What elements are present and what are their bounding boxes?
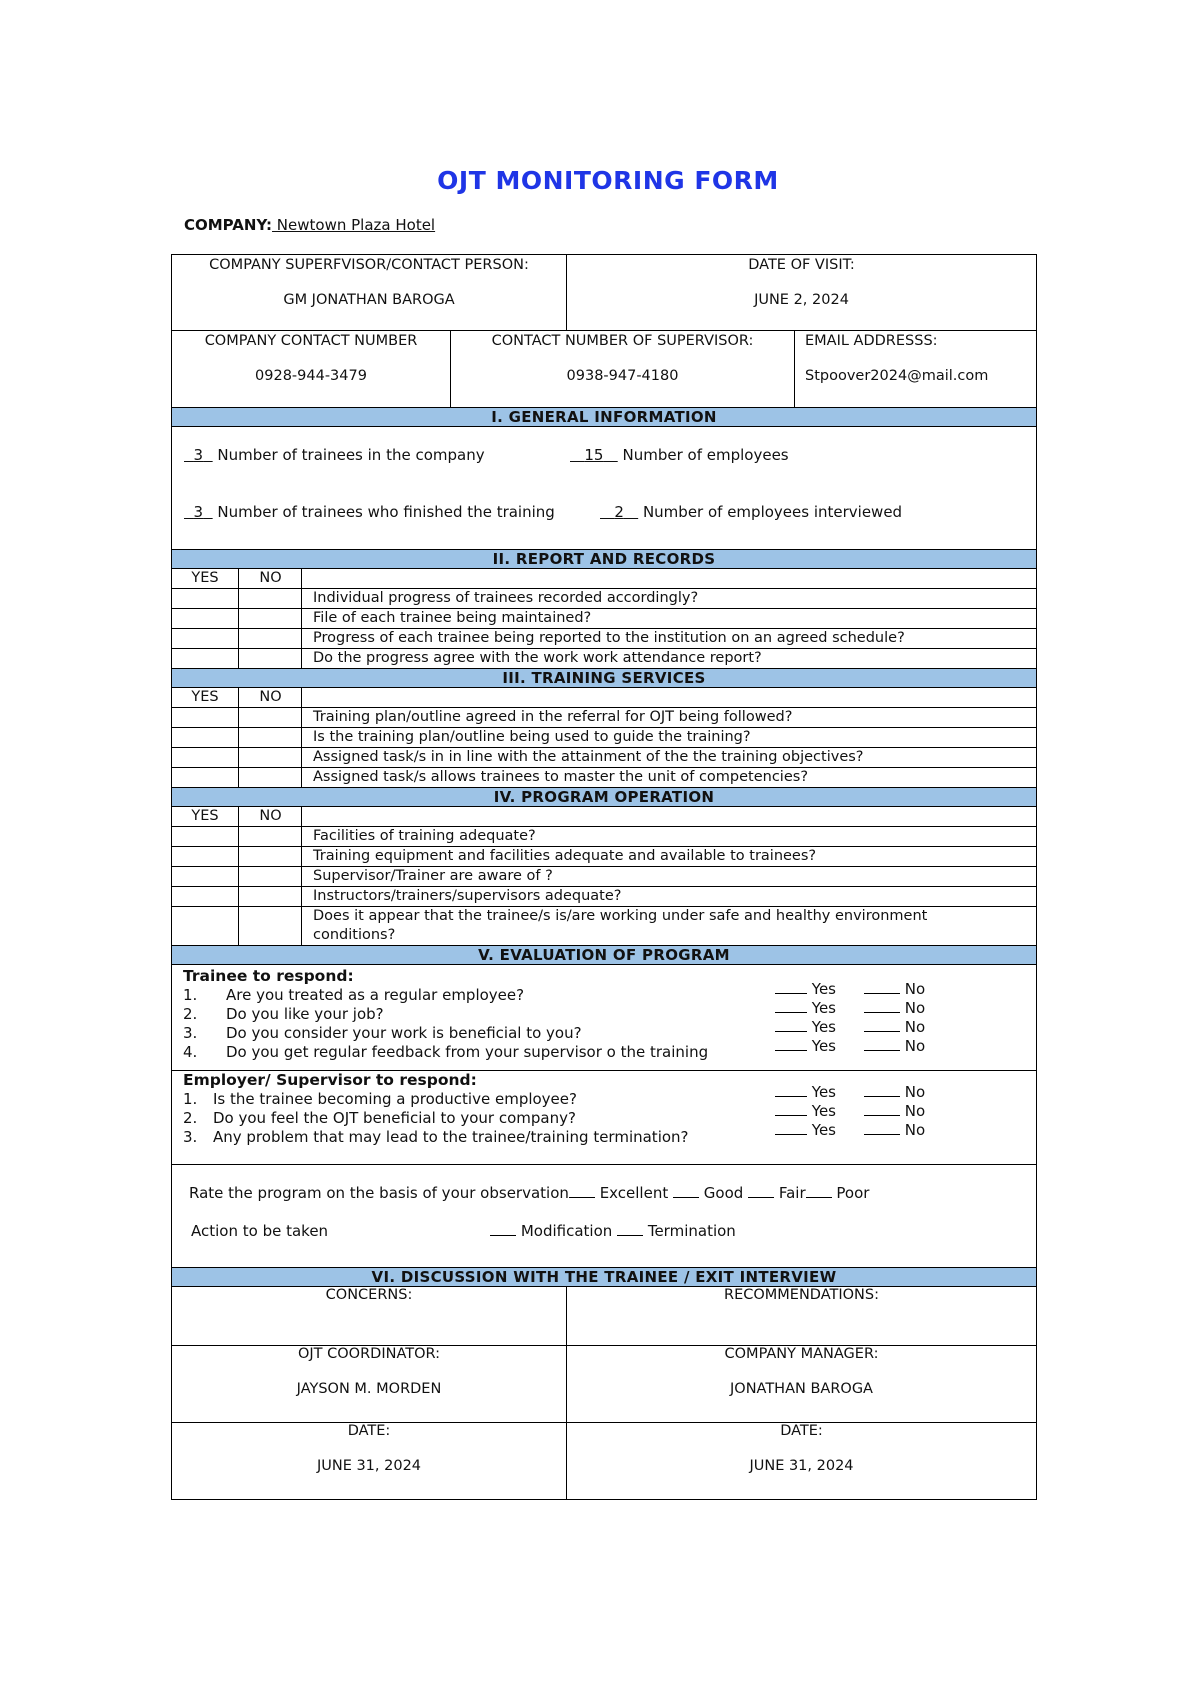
- rate-line: Rate the program on the basis of your observation Excellent Good Fair Poor: [189, 1184, 870, 1202]
- report-question: Progress of each trainee being reported to the institution on an agreed schedule?: [301, 629, 1036, 648]
- yes-checkbox[interactable]: [172, 867, 238, 886]
- email-cell: [794, 331, 1036, 407]
- trainee-respond-block: [171, 965, 1037, 1071]
- general-header: I. GENERAL INFORMATION: [171, 408, 1037, 427]
- date-right-value: JUNE 31, 2024: [749, 1458, 854, 1474]
- employees-count-line: [570, 446, 789, 464]
- recommendations-label: RECOMMENDATIONS:: [724, 1287, 879, 1303]
- program-question: Training equipment and facilities adequate and available to trainees?: [301, 847, 1036, 866]
- employees-count: 15: [584, 446, 604, 464]
- concerns-row: [171, 1287, 1037, 1346]
- signatories-row: [171, 1346, 1037, 1423]
- no-column-label: NO: [238, 569, 302, 588]
- no-checkbox[interactable]: [238, 609, 302, 628]
- program-header: IV. PROGRAM OPERATION: [171, 788, 1037, 807]
- contacts-row: [171, 331, 1037, 408]
- no-checkbox[interactable]: [238, 887, 302, 906]
- manager-cell: [566, 1346, 1036, 1422]
- program-item: [171, 887, 1037, 907]
- report-header: II. REPORT AND RECORDS: [171, 550, 1037, 569]
- concerns-cell[interactable]: [172, 1287, 566, 1345]
- action-line: Action to be taken Modification Termination: [191, 1222, 736, 1240]
- coordinator-cell: [172, 1346, 566, 1422]
- yes-checkbox[interactable]: [172, 827, 238, 846]
- no-checkbox[interactable]: [238, 728, 302, 747]
- no-checkbox[interactable]: [238, 708, 302, 727]
- rate-poor-blank[interactable]: [806, 1185, 832, 1198]
- concerns-label: CONCERNS:: [325, 1287, 413, 1303]
- training-item: [171, 748, 1037, 768]
- yes-checkbox[interactable]: [172, 589, 238, 608]
- yes-column-label: YES: [191, 570, 219, 586]
- interviewed-label: Number of employees interviewed: [642, 503, 903, 521]
- no-checkbox[interactable]: [238, 649, 302, 668]
- yes-checkbox[interactable]: [172, 728, 238, 747]
- rate-fair-blank[interactable]: [748, 1185, 774, 1198]
- yes-no-answer[interactable]: Yes No: [775, 1018, 925, 1036]
- date-left-cell: [172, 1423, 566, 1499]
- rate-label: Rate the program on the basis of your observation: [189, 1184, 569, 1202]
- rate-excellent-blank[interactable]: [569, 1185, 595, 1198]
- yes-no-answer[interactable]: Yes No: [775, 1037, 925, 1055]
- no-checkbox[interactable]: [238, 629, 302, 648]
- program-question: Does it appear that the trainee/s is/are working under safe and healthy environment conditions?: [301, 907, 1036, 945]
- employer-question: 1. Is the trainee becoming a productive employee?: [183, 1090, 577, 1108]
- training-question: Is the training plan/outline being used to guide the training?: [301, 728, 1036, 747]
- rating-block: [171, 1165, 1037, 1268]
- supervisor-value: GM JONATHAN BAROGA: [283, 292, 455, 308]
- supervisor-contact-cell: [450, 331, 794, 407]
- trainees-label: Number of trainees in the company: [217, 446, 485, 464]
- dates-row: [171, 1423, 1037, 1500]
- program-item: [171, 867, 1037, 887]
- report-item: [171, 589, 1037, 609]
- trainee-question: 3. Do you consider your work is beneficial to you?: [183, 1024, 582, 1042]
- manager-value: JONATHAN BAROGA: [730, 1381, 873, 1397]
- discussion-header: VI. DISCUSSION WITH THE TRAINEE / EXIT INTERVIEW: [171, 1268, 1037, 1287]
- program-item: [171, 827, 1037, 847]
- program-item: [171, 847, 1037, 867]
- manager-label: COMPANY MANAGER:: [724, 1346, 879, 1362]
- program-item: [171, 907, 1037, 946]
- training-question: Training plan/outline agreed in the referral for OJT being followed?: [301, 708, 1036, 727]
- employer-respond-block: [171, 1071, 1037, 1165]
- training-item: [171, 708, 1037, 728]
- trainee-question: 1. Are you treated as a regular employee?: [183, 986, 525, 1004]
- report-question: Individual progress of trainees recorded accordingly?: [301, 589, 1036, 608]
- trainees-count: 3: [193, 446, 204, 464]
- company-contact-label: COMPANY CONTACT NUMBER: [204, 333, 418, 349]
- visit-label: DATE OF VISIT:: [748, 257, 855, 273]
- yes-checkbox[interactable]: [172, 907, 238, 945]
- trainees-count-line: [184, 446, 485, 464]
- coordinator-label: OJT COORDINATOR:: [297, 1346, 441, 1362]
- employer-question: 2. Do you feel the OJT beneficial to your company?: [183, 1109, 576, 1127]
- report-item: [171, 629, 1037, 649]
- form-table: [171, 254, 1037, 1500]
- no-checkbox[interactable]: [238, 768, 302, 787]
- training-question: Assigned task/s allows trainees to master the unit of competencies?: [301, 768, 1036, 787]
- trainee-question: 2. Do you like your job?: [183, 1005, 384, 1023]
- termination-blank[interactable]: [617, 1223, 643, 1236]
- employees-label: Number of employees: [622, 446, 789, 464]
- supervisor-label: COMPANY SUPERFVISOR/CONTACT PERSON:: [209, 257, 529, 273]
- report-item: [171, 609, 1037, 629]
- email-value: Stpoover2024@mail.com: [805, 368, 989, 384]
- company-line: [184, 216, 435, 234]
- yes-column-label: YES: [191, 808, 219, 824]
- yes-checkbox[interactable]: [172, 768, 238, 787]
- yes-checkbox[interactable]: [172, 629, 238, 648]
- visit-value: JUNE 2, 2024: [754, 292, 849, 308]
- supervisor-cell: [172, 255, 566, 330]
- training-item: [171, 728, 1037, 748]
- date-left-value: JUNE 31, 2024: [316, 1458, 422, 1474]
- yes-checkbox[interactable]: [172, 649, 238, 668]
- visit-cell: [566, 255, 1036, 330]
- no-column-label: NO: [238, 688, 302, 707]
- general-info-block: [171, 427, 1037, 550]
- no-column-label: NO: [238, 807, 302, 826]
- training-header: III. TRAINING SERVICES: [171, 669, 1037, 688]
- report-yn-header: [171, 569, 1037, 589]
- employer-respond-title: Employer/ Supervisor to respond:: [183, 1071, 477, 1089]
- modification-blank[interactable]: [490, 1223, 516, 1236]
- evaluation-header: V. EVALUATION OF PROGRAM: [171, 946, 1037, 965]
- date-right-cell: [566, 1423, 1036, 1499]
- training-question: Assigned task/s in in line with the attainment of the the training objectives?: [301, 748, 1036, 767]
- finished-count-line: [184, 503, 555, 521]
- supervisor-row: [171, 254, 1037, 331]
- report-question: File of each trainee being maintained?: [301, 609, 1036, 628]
- yes-checkbox[interactable]: [172, 609, 238, 628]
- report-question: Do the progress agree with the work work attendance report?: [301, 649, 1036, 668]
- date-right-label: DATE:: [780, 1423, 823, 1439]
- company-label: COMPANY:: [184, 216, 273, 234]
- interviewed-count: 2: [614, 503, 624, 521]
- report-item: [171, 649, 1037, 669]
- training-yn-header: [171, 688, 1037, 708]
- company-value: Newtown Plaza Hotel: [272, 216, 436, 234]
- form-title: OJT MONITORING FORM: [437, 166, 779, 195]
- email-label: EMAIL ADDRESSS:: [805, 333, 938, 349]
- finished-count: 3: [193, 503, 204, 521]
- yes-checkbox[interactable]: [172, 887, 238, 906]
- rate-good-blank[interactable]: [673, 1185, 699, 1198]
- yes-no-answer[interactable]: Yes No: [775, 1083, 925, 1101]
- no-checkbox[interactable]: [238, 847, 302, 866]
- trainee-respond-title: Trainee to respond:: [183, 967, 354, 985]
- no-checkbox[interactable]: [238, 827, 302, 846]
- company-contact-value: 0928-944-3479: [255, 368, 367, 384]
- no-checkbox[interactable]: [238, 907, 302, 945]
- yes-checkbox[interactable]: [172, 708, 238, 727]
- yes-no-answer[interactable]: Yes No: [775, 1121, 925, 1139]
- employer-question: 3. Any problem that may lead to the trainee/training termination?: [183, 1128, 689, 1146]
- company-contact-cell: [172, 331, 450, 407]
- program-yn-header: [171, 807, 1037, 827]
- program-question: Instructors/trainers/supervisors adequate?: [301, 887, 1036, 906]
- training-item: [171, 768, 1037, 788]
- date-left-label: DATE:: [347, 1423, 391, 1439]
- supervisor-contact-value: 0938-947-4180: [566, 368, 679, 384]
- finished-label: Number of trainees who finished the training: [217, 503, 555, 521]
- yes-column-label: YES: [191, 689, 219, 705]
- no-checkbox[interactable]: [238, 589, 302, 608]
- interviewed-count-line: [600, 503, 902, 521]
- no-checkbox[interactable]: [238, 748, 302, 767]
- program-question: Supervisor/Trainer are aware of ?: [301, 867, 1036, 886]
- yes-no-answer[interactable]: Yes No: [775, 1102, 925, 1120]
- action-label: Action to be taken: [191, 1222, 329, 1240]
- yes-checkbox[interactable]: [172, 847, 238, 866]
- coordinator-value: JAYSON M. MORDEN: [296, 1381, 442, 1397]
- no-checkbox[interactable]: [238, 867, 302, 886]
- yes-no-answer[interactable]: Yes No: [775, 980, 925, 998]
- trainee-question: 4. Do you get regular feedback from your supervisor o the training: [183, 1043, 709, 1061]
- yes-checkbox[interactable]: [172, 748, 238, 767]
- yes-no-answer[interactable]: Yes No: [775, 999, 925, 1017]
- program-question: Facilities of training adequate?: [301, 827, 1036, 846]
- recommendations-cell[interactable]: [566, 1287, 1036, 1345]
- supervisor-contact-label: CONTACT NUMBER OF SUPERVISOR:: [491, 333, 754, 349]
